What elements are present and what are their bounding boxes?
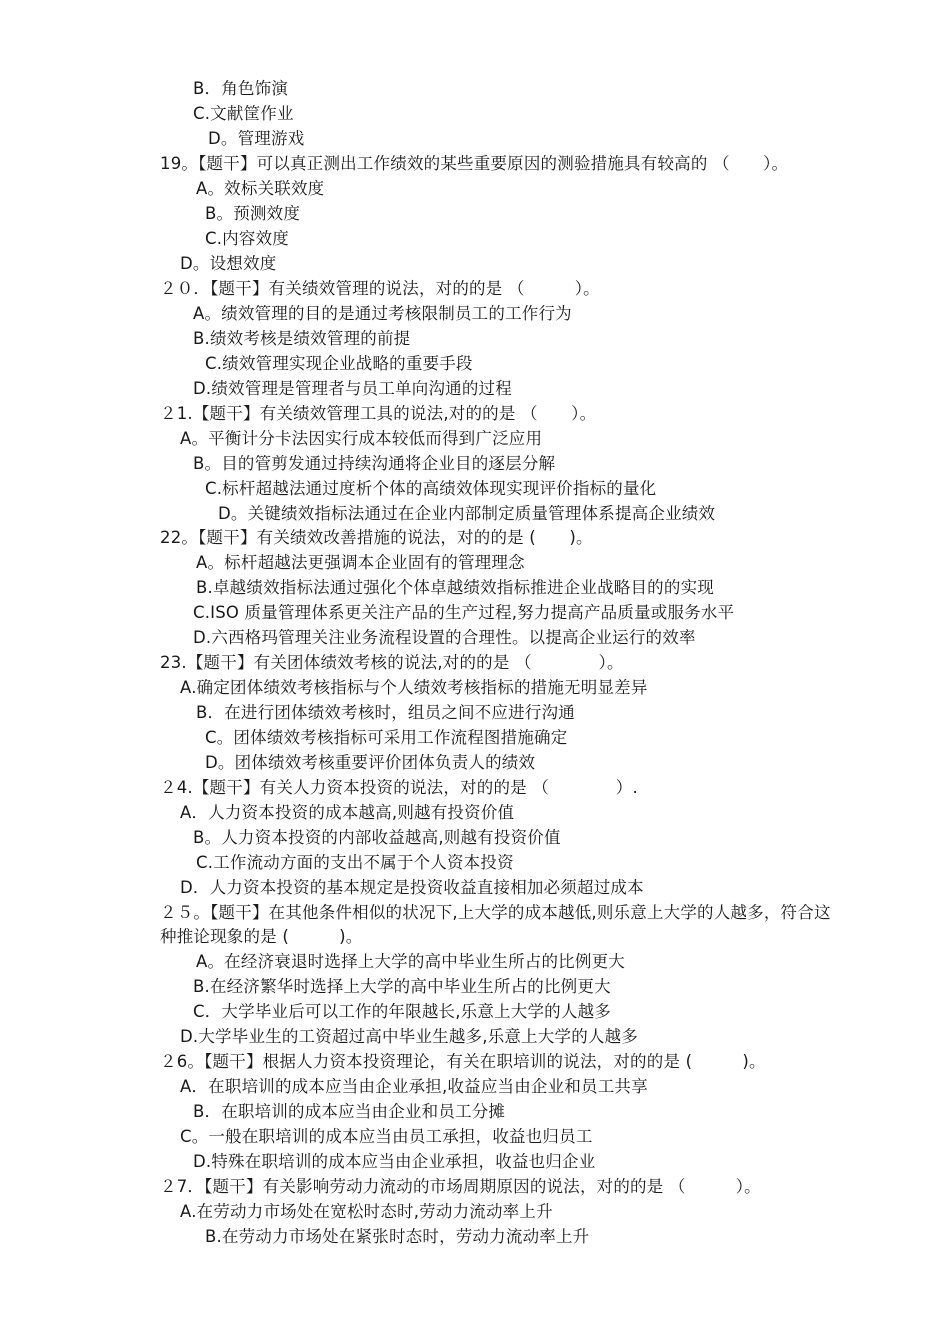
option-26-b: B．在职培训的成本应当由企业和员工分摊 <box>193 1102 506 1121</box>
option-22-d: D.六西格玛管理关注业务流程设置的合理性。以提高企业运行的效率 <box>193 628 696 647</box>
option-24-b: B。人力资本投资的内部收益越高,则越有投资价值 <box>193 828 561 847</box>
option-22-c: C.ISO 质量管理体系更关注产品的生产过程,努力提高产品质量或服务水平 <box>193 603 735 622</box>
option-23-c: C。团体绩效考核指标可采用工作流程图措施确定 <box>205 728 568 747</box>
question-22-stem: 22。【题干】有关绩效改善措施的说法，对的的是 ( )。 <box>160 528 593 547</box>
option-26-a: A．在职培训的成本应当由企业承担,收益应当由企业和员工共享 <box>180 1077 648 1096</box>
option-26-c: C。一般在职培训的成本应当由员工承担，收益也归员工 <box>180 1127 593 1146</box>
option-19-d: D。设想效度 <box>180 254 277 273</box>
question-25-stem: ２５。【题干】在其他条件相似的状况下,上大学的成本越低,则乐意上大学的人越多，符合这 <box>160 903 831 922</box>
option-18-b: B．角色饰演 <box>193 79 289 98</box>
option-20-a: A。绩效管理的目的是通过考核限制员工的工作行为 <box>193 304 572 323</box>
question-24-stem: ２4.【题干】有关人力资本投资的说法，对的的是 （ ）. <box>160 778 638 797</box>
option-22-b: B.卓越绩效指标法通过强化个体卓越绩效指标推进企业战略目的的实现 <box>196 578 714 597</box>
option-25-b: B.在经济繁华时选择上大学的高中毕业生所占的比例更大 <box>193 977 611 996</box>
option-19-b: B。预测效度 <box>205 204 301 223</box>
option-26-d: D.特殊在职培训的成本应当由企业承担，收益也归企业 <box>193 1152 596 1171</box>
option-23-d: D。团体绩效考核重要评价团体负责人的绩效 <box>205 753 536 772</box>
option-27-b: B.在劳动力市场处在紧张时态时，劳动力流动率上升 <box>205 1227 590 1246</box>
question-19-stem: 19。【题干】可以真正测出工作绩效的某些重要原因的测验措施具有较高的 （ ）。 <box>160 154 789 173</box>
option-21-d: D。关键绩效指标法通过在企业内部制定质量管理体系提高企业绩效 <box>218 504 716 523</box>
option-23-b: B．在进行团体绩效考核时，组员之间不应进行沟通 <box>196 703 575 722</box>
option-19-c: C.内容效度 <box>205 229 289 248</box>
question-20-stem: ２０．【题干】有关绩效管理的说法，对的的是 （ ）。 <box>160 279 600 298</box>
option-25-c: C．大学毕业后可以工作的年限越长,乐意上大学的人越多 <box>193 1002 611 1021</box>
option-18-d: D。管理游戏 <box>208 129 305 148</box>
question-21-stem: ２1.【题干】有关绩效管理工具的说法,对的的是 （ ）。 <box>160 404 597 423</box>
question-25-stem-cont: 种推论现象的是 ( )。 <box>160 927 363 946</box>
option-25-d: D.大学毕业生的工资超过高中毕业生越多,乐意上大学的人越多 <box>180 1027 638 1046</box>
option-21-c: C.标杆超越法通过度析个体的高绩效体现实现评价指标的量化 <box>205 479 657 498</box>
option-20-c: C.绩效管理实现企业战略的重要手段 <box>205 354 473 373</box>
option-20-d: D.绩效管理是管理者与员工单向沟通的过程 <box>193 379 512 398</box>
option-27-a: A.在劳动力市场处在宽松时态时,劳动力流动率上升 <box>180 1202 553 1221</box>
option-23-a: A.确定团体绩效考核指标与个人绩效考核指标的措施无明显差异 <box>180 678 648 697</box>
question-27-stem: ２7．【题干】有关影响劳动力流动的市场周期原因的说法，对的的是 （ ）。 <box>160 1177 761 1196</box>
question-23-stem: 23.【题干】有关团体绩效考核的说法,对的的是 （ ）。 <box>160 653 624 672</box>
option-22-a: A。标杆超越法更强调本企业固有的管理理念 <box>196 553 525 572</box>
option-19-a: A。效标关联效度 <box>196 179 325 198</box>
question-26-stem: ２6。【题干】根据人力资本投资理论，有关在职培训的说法，对的的是 ( )。 <box>160 1052 766 1071</box>
option-24-d: D．人力资本投资的基本规定是投资收益直接相加必须超过成本 <box>180 878 644 897</box>
option-24-a: A．人力资本投资的成本越高,则越有投资价值 <box>180 803 515 822</box>
option-25-a: A。在经济衰退时选择上大学的高中毕业生所占的比例更大 <box>196 952 625 971</box>
option-20-b: B.绩效考核是绩效管理的前提 <box>193 329 411 348</box>
option-24-c: C.工作流动方面的支出不属于个人资本投资 <box>196 853 514 872</box>
option-21-a: A。平衡计分卡法因实行成本较低而得到广泛应用 <box>180 429 543 448</box>
option-18-c: C.文献筐作业 <box>193 104 294 123</box>
option-21-b: B。目的管剪发通过持续沟通将企业目的逐层分解 <box>193 454 556 473</box>
